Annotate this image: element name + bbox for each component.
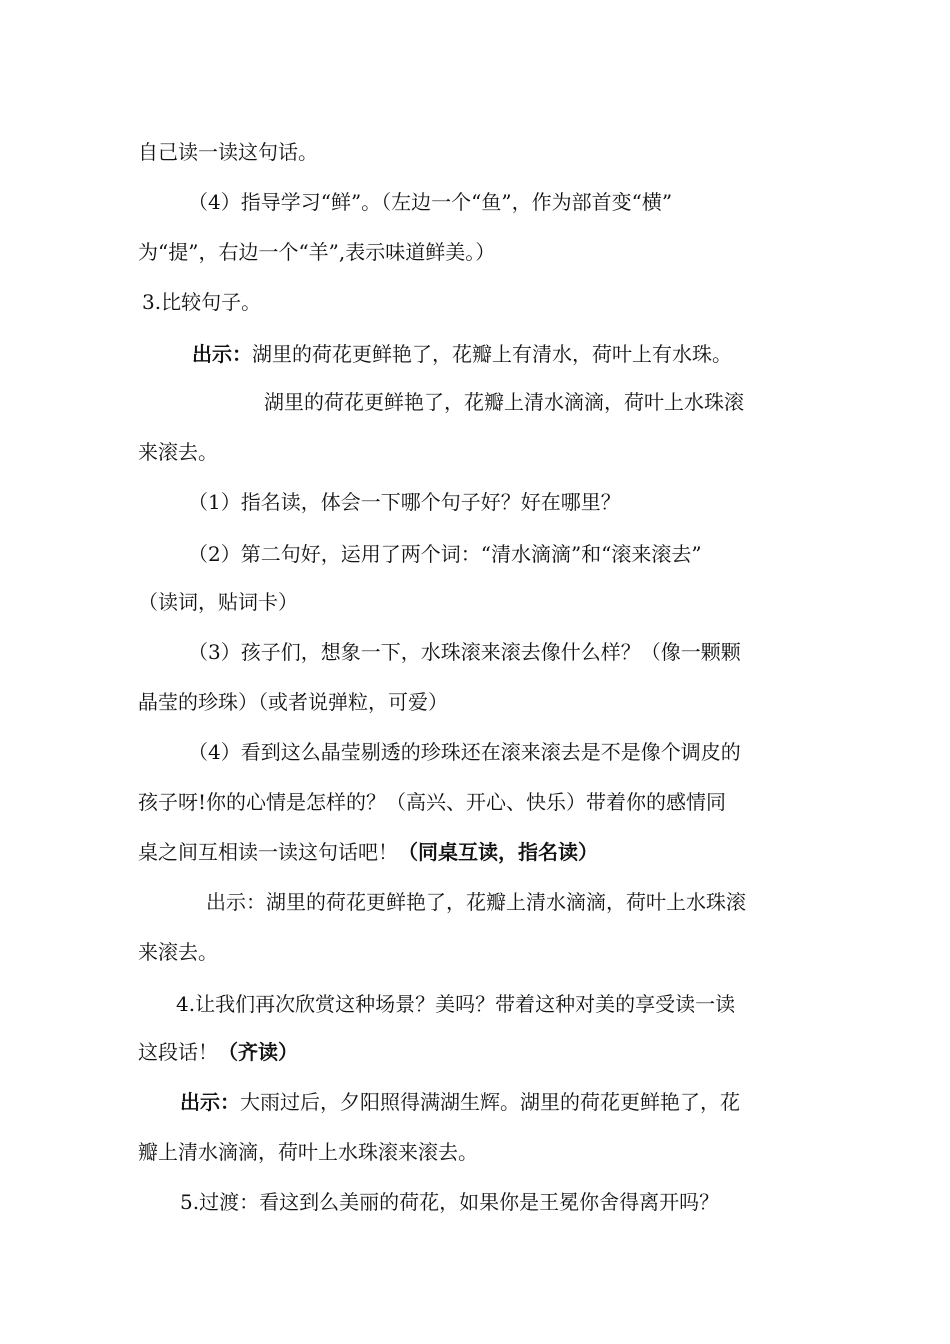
show-label: 出示： xyxy=(192,342,252,366)
paragraph-line xyxy=(138,1038,828,1066)
example-line: 瓣上清水滴滴，荷叶上水珠滚来滚去。 xyxy=(138,1140,478,1164)
section-heading: 5.过渡：看这到么美丽的荷花，如果你是王冕你舍得离开吗？ xyxy=(180,1190,720,1214)
example-text: 大雨过后，夕阳照得满湖生辉。湖里的荷花更鲜艳了，花 xyxy=(240,1090,740,1114)
example-line xyxy=(192,340,882,368)
example-line: 来滚去。 xyxy=(138,440,218,464)
show-label: 出示： xyxy=(180,1090,240,1114)
example-line: 出示：湖里的荷花更鲜艳了，花瓣上清水滴滴，荷叶上水珠滚 xyxy=(206,890,746,914)
paragraph-text: 这段话！ xyxy=(138,1040,218,1064)
paragraph-text: 桌之间互相读一读这句话吧！ xyxy=(138,840,398,864)
paragraph-line: （4）指导学习“鲜”。（左边一个“鱼”，作为部首变“横” xyxy=(188,190,673,214)
section-heading: 3.比较句子。 xyxy=(142,290,262,314)
reading-instruction: （齐读） xyxy=(218,1040,298,1064)
paragraph-line xyxy=(138,838,828,866)
example-line xyxy=(180,1088,870,1116)
paragraph-line: （1）指名读，体会一下哪个句子好？好在哪里？ xyxy=(188,490,621,514)
paragraph-line: 自己读一读这句话。 xyxy=(138,140,318,164)
section-heading: 4.让我们再次欣赏这种场景？美吗？带着这种对美的享受读一读 xyxy=(176,992,736,1016)
example-line: 湖里的荷花更鲜艳了，花瓣上清水滴滴，荷叶上水珠滚 xyxy=(264,390,744,414)
paragraph-line: （读词，贴词卡） xyxy=(138,590,298,614)
paragraph-line: （2）第二句好，运用了两个词：“清水滴滴”和“滚来滚去” xyxy=(188,542,702,566)
example-text: 湖里的荷花更鲜艳了，花瓣上有清水，荷叶上有水珠。 xyxy=(252,342,732,366)
reading-instruction: （同桌互读，指名读） xyxy=(398,840,598,864)
paragraph-line: 孩子呀!你的心情是怎样的？（高兴、开心、快乐）带着你的感情同 xyxy=(138,790,727,814)
example-line: 来滚去。 xyxy=(138,940,218,964)
paragraph-line: 为“提”，右边一个“羊”,表示味道鲜美。） xyxy=(138,240,496,264)
paragraph-line: （4）看到这么晶莹剔透的珍珠还在滚来滚去是不是像个调皮的 xyxy=(188,740,741,764)
paragraph-line: （3）孩子们，想象一下，水珠滚来滚去像什么样？（像一颗颗 xyxy=(188,640,741,664)
paragraph-line: 晶莹的珍珠）（或者说弹粒，可爱） xyxy=(138,690,448,714)
